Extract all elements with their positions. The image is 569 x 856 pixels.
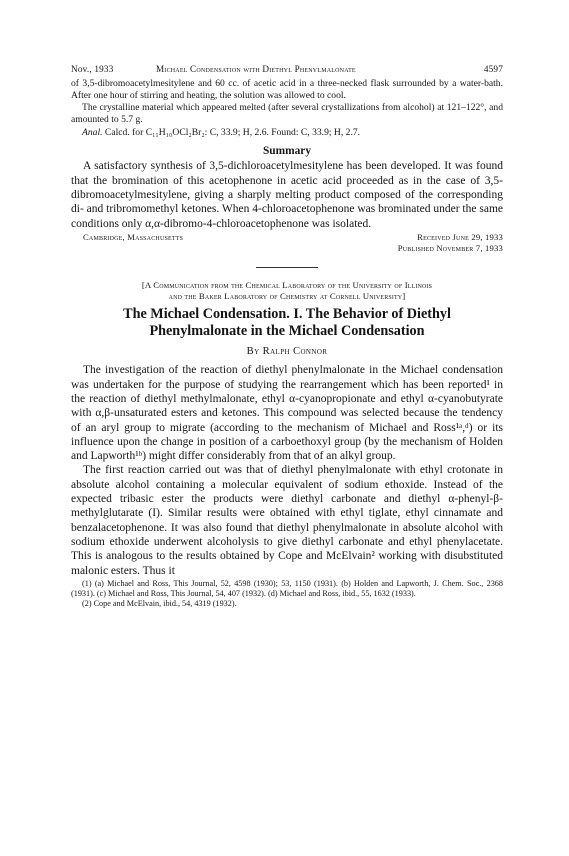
experimental-paragraph: of 3,5-dibromoacetylmesitylene and 60 cc. of acetic acid in a three-necked flask surrounded by a water-bath. After one hour of stirring and heating, the solution was allowed to cool. [71, 78, 503, 102]
communication-note [71, 280, 503, 302]
article-title [71, 306, 503, 339]
published-date: Published November 7, 1933 [397, 242, 503, 253]
running-header [71, 64, 503, 78]
experimental-paragraph: The crystalline material which appeared melted (after several crystallizations from alcohol) at 121–122°, and amounted to 5.7 g. [71, 102, 503, 126]
summary-paragraph: A satisfactory synthesis of 3,5-dichloroacetylmesitylene has been developed. It was found that the bromination of this acetophenone in acetic acid proceeded as in the case of 3,5-dibromoacetylmesitylene, giving a sharply melting product composed of the corresponding di- and tribromomethyl ketones. When 4-chloroacetophenone was brominated under the same conditions only α,α-dibromo-4-chloroacetophenone was isolated. [71, 160, 503, 230]
summary-section [71, 159, 503, 230]
journal-page [71, 64, 503, 610]
author-byline: By Ralph Connor [246, 346, 328, 358]
body-paragraph: The investigation of the reaction of diethyl phenylmalonate in the Michael condensation was undertaken for the purpose of studying the rearrangement which has been reported¹ in the reaction of diethyl methylmalonate, ethyl α-cyanopropionate and ethyl α-cyanobutyrate with α,β-unsaturated esters and ketones. This compound was selected because the tendency of an aryl group to migrate (according to the mechanism of Michael and Ross¹ᵃ,ᵈ) or its influence upon the change in position of a carboethoxyl group (by the mechanism of Holden and Lapworth¹ᵇ) might differ considerably from that of an alkyl group. [71, 364, 503, 463]
page-number: 4597 [483, 64, 503, 74]
analysis-label: Anal. [82, 127, 103, 139]
footnotes [71, 579, 503, 610]
header-date: Nov., 1933 [71, 64, 114, 74]
experimental-section [71, 78, 503, 139]
article-body [71, 363, 503, 577]
communication-line: [A Communication from the Chemical Laboratory of the University of Illinois [141, 279, 433, 290]
analysis-line [71, 127, 503, 139]
header-title: Michael Condensation with Diethyl Phenylmalonate [156, 64, 356, 74]
received-date: Received June 29, 1933 [417, 231, 503, 242]
footnote: (1) (a) Michael and Ross, This Journal, 52, 4598 (1930); 53, 1150 (1931). (b) Holden and Lapworth, J. Chem. Soc., 2368 (1931). (c) Michael and Ross, This Journal, 54, 407 (1932). (d) Michael and Ross, ibid., 55, 1632 (1933). [71, 578, 503, 599]
article-title-line: The Michael Condensation. I. The Behavior of Diethyl [123, 306, 451, 323]
body-paragraph: The first reaction carried out was that of diethyl phenylmalonate with ethyl crotonate in absolute alcohol containing a molecular equivalent of sodium ethoxide. Instead of the expected tribasic ester the products were diethyl carbonate and diethyl α-phenyl-β-methylglutarate (I). Similar results were obtained with ethyl tiglate, ethyl cinnamate and benzalacetophenone. It was also found that diethyl phenylmalonate in absolute alcohol with sodium ethoxide underwent alcoholysis to give diethyl carbonate and ethyl phenylacetate. This is analogous to the results obtained by Cope and McElvain² working with disubstituted malonic esters. Thus it [71, 464, 503, 577]
received-published-dates [398, 232, 503, 254]
summary-heading: Summary [262, 145, 312, 158]
institution-location: Cambridge, Massachusetts [83, 231, 184, 242]
communication-line: and the Baker Laboratory of Chemistry at Cornell University] [168, 291, 406, 302]
section-divider [256, 267, 318, 268]
footnote: (2) Cope and McElvain, ibid., 54, 4319 (1932). [82, 599, 237, 609]
article-signature [71, 231, 503, 257]
article-title-line: Phenylmalonate in the Michael Condensation [149, 322, 425, 339]
analysis-values: Calcd. for C₁₁H₁₀OCl₂Br₂: C, 33.9; H, 2.6. Found: C, 33.9; H, 2.7. [102, 127, 361, 139]
